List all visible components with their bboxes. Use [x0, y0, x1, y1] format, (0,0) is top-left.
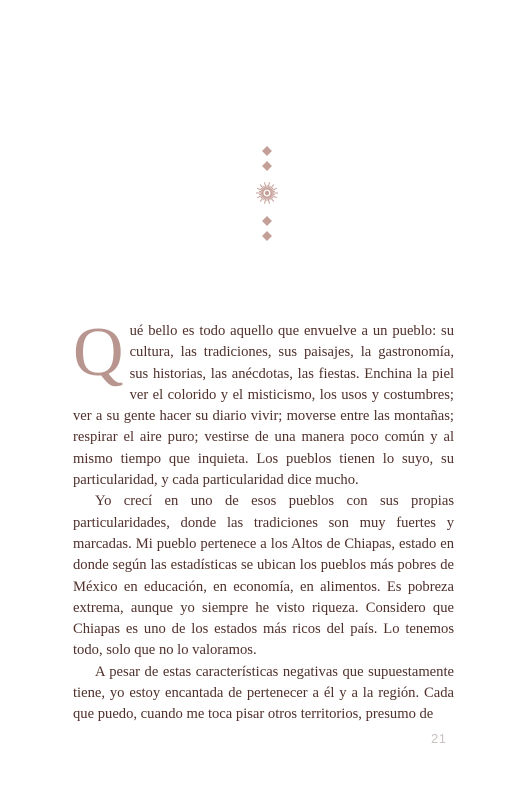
paragraph: Yo crecí en uno de esos pueblos con sus propias particularidades, donde las tradiciones son muy fuertes y marcadas. Mi pueblo pertenece a los Altos de Chiapas, estado en donde según las estadísticas se ubican los pueblos más pobres de México en educación, en economía, en alimentos. Es pobreza extrema, aunque yo siempre he visto riqueza. Considero que Chiapas es uno de los estados más ricos del país. Lo tenemos todo, solo que no lo valoramos.: [73, 493, 454, 659]
paragraph-text: ué bello es todo aquello que envuelve a un pueblo: su cultura, las tradiciones, sus paisajes, la gastronomía, sus historias, las anécdotas, las fiestas. Enchina la piel ver el colorido y el misticismo, los usos y costumbres; ver a su gente hacer su diario vivir; moverse entre las montañas; respirar el aire puro; vestirse de una manera poco común y al mismo tiempo que inquieta. Los pueblos tienen lo suyo, su particularidad, y cada particularidad dice mucho.: [73, 323, 454, 489]
body-text: [73, 314, 454, 726]
paragraph: A pesar de estas características negativas que supuestamente tiene, yo estoy encantada de pertenecer a él y a la región. Cada que puedo, cuando me toca pisar otros territorios, presumo de: [73, 663, 454, 723]
drop-cap: Q: [73, 314, 124, 391]
paragraph: [73, 314, 454, 491]
page-number: 21: [431, 731, 447, 746]
diamond-sunburst-ornament-icon: [240, 140, 296, 244]
